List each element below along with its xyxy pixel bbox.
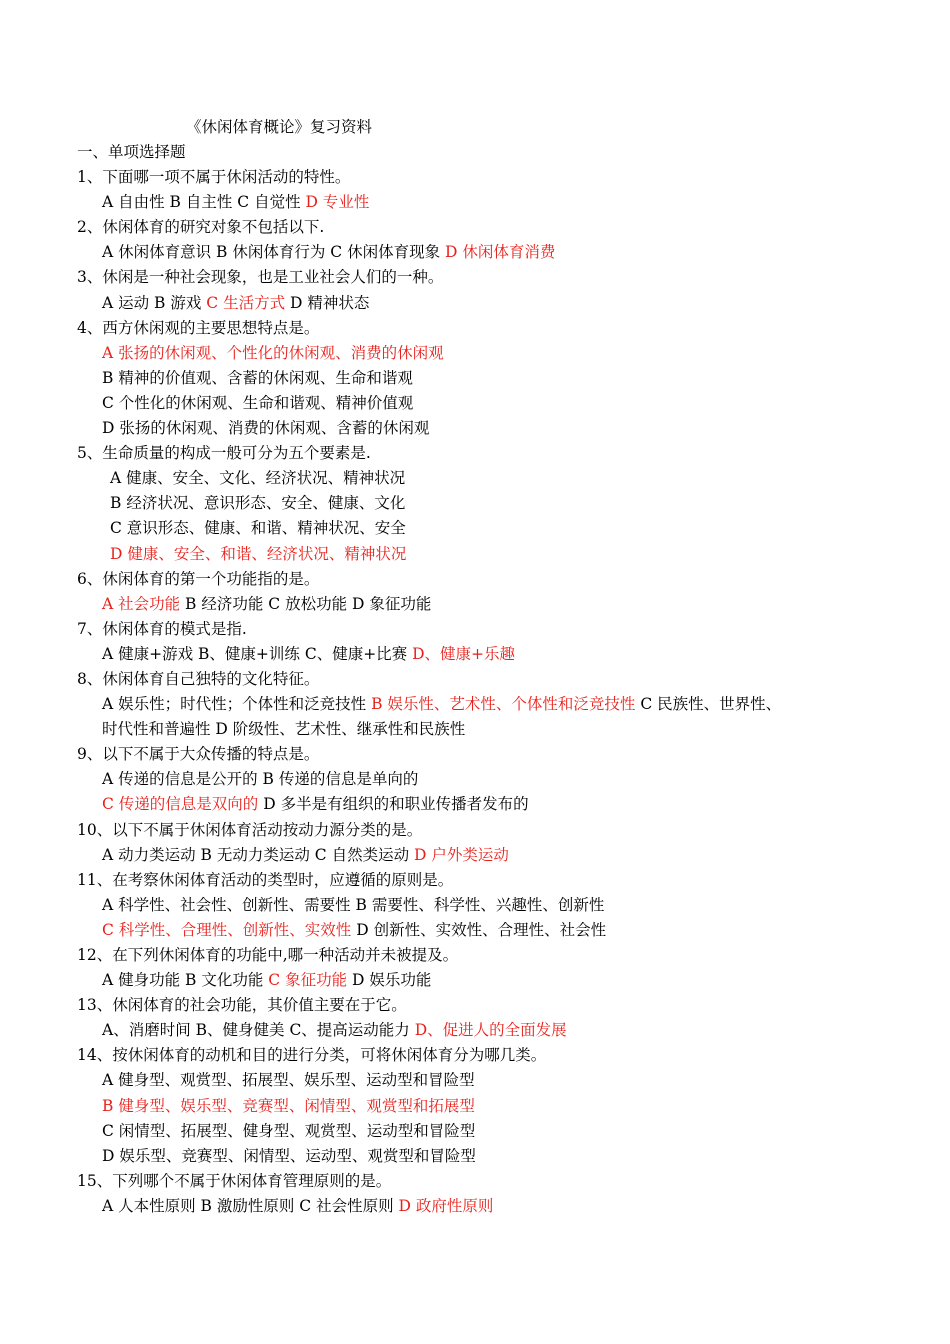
text-line: [0, 943, 950, 968]
text-line: [0, 291, 950, 316]
text-line: [0, 140, 950, 165]
answer-highlight: A 社会功能: [102, 594, 181, 613]
answer-highlight: D、健康+乐趣: [412, 644, 516, 663]
text-line: [0, 792, 950, 817]
text-line: [0, 265, 950, 290]
text-line: [0, 190, 950, 215]
text-line: [0, 341, 950, 366]
line-text: 2、休闲体育的研究对象不包括以下.: [77, 218, 325, 237]
line-text: A 健康+游戏 B、健康+训练 C、健康+比赛: [102, 644, 413, 663]
answer-highlight: C 象征功能: [268, 971, 348, 990]
line-text: A 人本性原则 B 激励性原则 C 社会性原则: [102, 1196, 399, 1215]
text-line: [0, 968, 950, 993]
text-line: [0, 1018, 950, 1043]
answer-highlight: B 健身型、娱乐型、竞赛型、闲情型、观赏型和拓展型: [102, 1096, 475, 1115]
line-text: 4、西方休闲观的主要思想特点是。: [77, 318, 320, 337]
answer-highlight: C 传递的信息是双向的: [102, 795, 259, 814]
text-line: [0, 617, 950, 642]
text-line: [0, 767, 950, 792]
text-line: [0, 215, 950, 240]
text-line: [0, 491, 950, 516]
line-text: 7、休闲体育的模式是指.: [77, 619, 247, 638]
line-text: 8、休闲体育自己独特的文化特征。: [77, 669, 320, 688]
line-text: A、消磨时间 B、健身健美 C、提高运动能力: [102, 1021, 415, 1040]
answer-highlight: D 政府性原则: [398, 1196, 494, 1215]
line-text: A 自由性 B 自主性 C 自觉性: [102, 193, 306, 212]
line-text: B 经济状况、意识形态、安全、健康、文化: [110, 494, 406, 513]
text-line: [0, 893, 950, 918]
text-line: [0, 818, 950, 843]
text-line: [0, 542, 950, 567]
line-text: C 意识形态、健康、和谐、精神状况、安全: [110, 519, 406, 538]
line-text: B 经济功能 C 放松功能 D 象征功能: [180, 594, 432, 613]
text-line: [0, 366, 950, 391]
text-line: [0, 692, 950, 717]
line-text: D 精神状态: [285, 293, 370, 312]
text-line: [0, 416, 950, 441]
answer-highlight: D、促进人的全面发展: [414, 1021, 567, 1040]
line-text: D 娱乐功能: [347, 971, 432, 990]
line-text: 3、休闲是一种社会现象，也是工业社会人们的一种。: [77, 268, 444, 287]
text-line: [0, 466, 950, 491]
text-line: [0, 642, 950, 667]
line-text: 13、休闲体育的社会功能，其价值主要在于它。: [77, 996, 407, 1015]
text-line: [0, 868, 950, 893]
answer-highlight: B 娱乐性、艺术性、个体性和泛竞技性: [371, 695, 636, 714]
answer-highlight: D 健康、安全、和谐、经济状况、精神状况: [110, 544, 407, 563]
document-body: [0, 140, 950, 1219]
line-text: 9、以下不属于大众传播的特点是。: [77, 745, 320, 764]
line-text: A 健身功能 B 文化功能: [102, 971, 269, 990]
answer-highlight: A 张扬的休闲观、个性化的休闲观、消费的休闲观: [102, 343, 444, 362]
text-line: [0, 1194, 950, 1219]
line-text: A 健身型、观赏型、拓展型、娱乐型、运动型和冒险型: [102, 1071, 475, 1090]
text-line: [0, 592, 950, 617]
answer-highlight: D 专业性: [305, 193, 370, 212]
line-text: 1、下面哪一项不属于休闲活动的特性。: [77, 168, 351, 187]
line-text: C 民族性、世界性、: [635, 695, 782, 714]
line-text: 12、在下列休闲体育的功能中,哪一种活动并未被提及。: [77, 946, 459, 964]
line-text: A 科学性、社会性、创新性、需要性 B 需要性、科学性、兴趣性、创新性: [102, 895, 605, 914]
line-text: 5、生命质量的构成一般可分为五个要素是.: [77, 444, 371, 463]
text-line: [0, 240, 950, 265]
line-text: D 多半是有组织的和职业传播者发布的: [258, 795, 529, 814]
text-line: [0, 717, 950, 742]
line-text: C 闲情型、拓展型、健身型、观赏型、运动型和冒险型: [102, 1121, 476, 1140]
text-line: [0, 742, 950, 767]
line-text: D 张扬的休闲观、消费的休闲观、含蓄的休闲观: [102, 419, 430, 438]
text-line: [0, 1043, 950, 1068]
text-line: [0, 667, 950, 692]
answer-highlight: C 生活方式: [206, 293, 286, 312]
answer-highlight: D 休闲体育消费: [445, 243, 556, 262]
line-text: 10、以下不属于休闲体育活动按动力源分类的是。: [77, 820, 423, 839]
text-line: [0, 1169, 950, 1194]
line-text: A 运动 B 游戏: [102, 293, 207, 312]
text-line: [0, 316, 950, 341]
line-text: B 精神的价值观、含蓄的休闲观、生命和谐观: [102, 368, 413, 387]
line-text: A 健康、安全、文化、经济状况、精神状况: [110, 469, 406, 488]
answer-highlight: C 科学性、合理性、创新性、实效性: [102, 920, 352, 939]
line-text: 11、在考察休闲体育活动的类型时，应遵循的原则是。: [77, 870, 454, 889]
text-line: [0, 918, 950, 943]
line-text: D 创新性、实效性、合理性、社会性: [351, 920, 607, 939]
line-text: 时代性和普遍性 D 阶级性、艺术性、继承性和民族性: [102, 720, 466, 739]
line-text: A 休闲体育意识 B 休闲体育行为 C 休闲体育现象: [102, 243, 446, 262]
text-line: [0, 441, 950, 466]
line-text: 6、休闲体育的第一个功能指的是。: [77, 569, 320, 588]
line-text: C 个性化的休闲观、生命和谐观、精神价值观: [102, 393, 414, 412]
text-line: [0, 165, 950, 190]
text-line: [0, 1144, 950, 1169]
text-line: [0, 843, 950, 868]
line-text: A 动力类运动 B 无动力类运动 C 自然类运动: [102, 845, 415, 864]
text-line: [0, 1094, 950, 1119]
text-line: [0, 1119, 950, 1144]
text-line: [0, 391, 950, 416]
line-text: A 娱乐性；时代性；个体性和泛竞技性: [102, 695, 372, 714]
line-text: 14、按休闲体育的动机和目的进行分类，可将休闲体育分为哪几类。: [77, 1046, 547, 1065]
text-line: [0, 1068, 950, 1093]
document-title: 《休闲体育概论》复习资料: [186, 118, 373, 136]
line-text: D 娱乐型、竞赛型、闲情型、运动型、观赏型和冒险型: [102, 1146, 476, 1165]
text-line: [0, 567, 950, 592]
line-text: A 传递的信息是公开的 B 传递的信息是单向的: [102, 770, 419, 789]
text-line: [0, 993, 950, 1018]
line-text: 15、下列哪个不属于休闲体育管理原则的是。: [77, 1171, 392, 1190]
line-text: 一、单项选择题: [77, 143, 186, 161]
text-line: [0, 516, 950, 541]
answer-highlight: D 户外类运动: [414, 845, 509, 864]
